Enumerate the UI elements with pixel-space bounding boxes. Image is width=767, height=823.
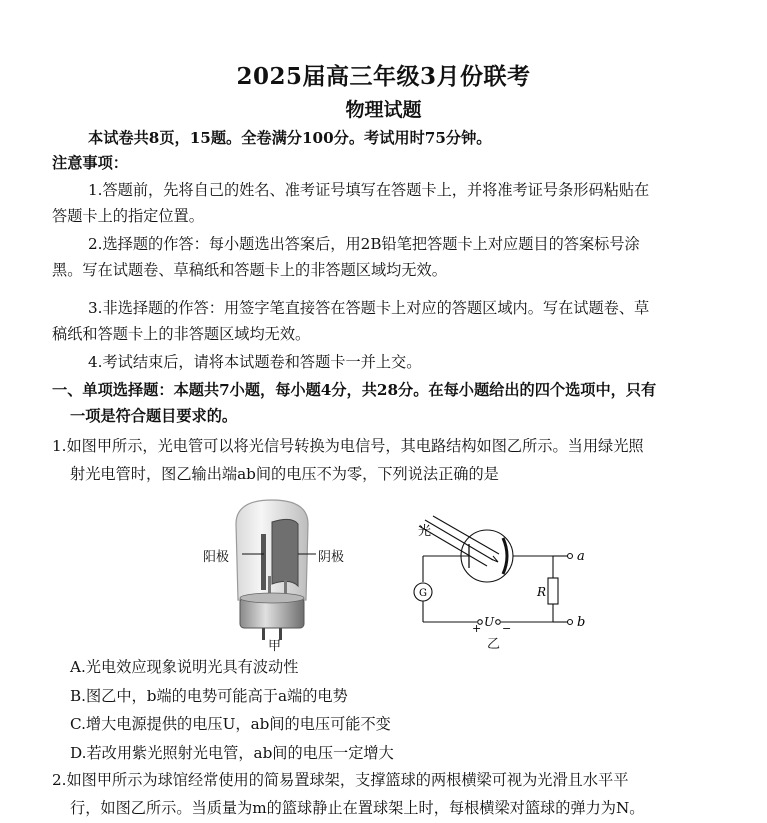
q2-stem-a: 2.如图甲所示为球馆经常使用的简易置球架，支撑篮球的两根横梁可视为光滑且水平平 xyxy=(52,771,629,789)
notice-item-1b: 答题卡上的指定位置。 xyxy=(52,207,204,225)
q2-stem-b: 行，如图乙所示。当质量为m的篮球静止在置球架上时，每根横梁对篮球的弹力为N。 xyxy=(70,799,645,817)
q1-option-d: D.若改用紫光照射光电管，ab间的电压一定增大 xyxy=(70,744,394,762)
terminal-b xyxy=(568,620,573,625)
cathode-label: 阴极 xyxy=(318,550,345,565)
resistor-label: R xyxy=(537,585,547,599)
figure-yi-caption: 乙 xyxy=(487,637,501,652)
q1-stem-b: 射光电管时，图乙输出端ab间的电压不为零，下列说法正确的是 xyxy=(70,465,499,483)
plus-sign: + xyxy=(472,622,482,632)
terminal-a-label: a xyxy=(577,549,585,564)
light-ray xyxy=(433,516,499,554)
circuit-figure xyxy=(405,514,595,632)
phototube-figure xyxy=(200,494,350,650)
terminal-a xyxy=(568,554,573,559)
galvanometer-label: G xyxy=(419,588,427,599)
voltage-label: U xyxy=(484,615,495,629)
q1-stem-a: 1.如图甲所示，光电管可以将光信号转换为电信号，其电路结构如图乙所示。当用绿光照 xyxy=(52,437,644,455)
cathode-plate xyxy=(272,519,298,586)
terminal-u-minus xyxy=(496,620,501,625)
notice-item-3b: 稿纸和答题卡上的非答题区域均无效。 xyxy=(52,325,311,343)
anode-rod xyxy=(261,534,266,590)
notice-heading: 注意事项： xyxy=(52,154,128,172)
exam-subject: 物理试题 xyxy=(345,99,422,121)
resistor xyxy=(548,578,558,604)
minus-sign: − xyxy=(502,622,512,632)
figure-jia-caption: 甲 xyxy=(268,639,282,654)
light-ray xyxy=(425,520,493,560)
notice-item-4: 4.考试结束后，请将本试题卷和答题卡一并上交。 xyxy=(88,353,422,371)
q1-option-a: A.光电效应现象说明光具有波动性 xyxy=(70,658,299,676)
terminal-b-label: b xyxy=(577,615,586,630)
notice-item-2b: 黑。写在试题卷、草稿纸和答题卡上的非答题区域均无效。 xyxy=(52,261,447,279)
notice-item-2a: 2.选择题的作答：每小题选出答案后，用2B铅笔把答题卡上对应题目的答案标号涂 xyxy=(88,235,640,253)
section1-heading-b: 一项是符合题目要求的。 xyxy=(70,407,238,425)
notice-item-3a: 3.非选择题的作答：用签字笔直接答在答题卡上对应的答题区域内。写在试题卷、草 xyxy=(88,299,650,317)
q1-option-c: C.增大电源提供的电压U，ab间的电压可能不变 xyxy=(70,715,391,733)
section1-heading-a: 一、单项选择题：本题共7小题，每小题4分，共28分。在每小题给出的四个选项中，只有 xyxy=(52,381,657,399)
notice-item-1a: 1.答题前，先将自己的姓名、准考证号填写在答题卡上，并将准考证号条形码粘贴在 xyxy=(88,181,650,199)
exam-info: 本试卷共8页，15题。全卷满分100分。考试用时75分钟。 xyxy=(88,129,492,147)
q1-option-b: B.图乙中，b端的电势可能高于a端的电势 xyxy=(70,687,348,705)
exam-title: 2025届高三年级3月份联考 xyxy=(236,63,531,90)
anode-label: 阳极 xyxy=(203,550,230,565)
light-label: 光 xyxy=(418,524,432,539)
